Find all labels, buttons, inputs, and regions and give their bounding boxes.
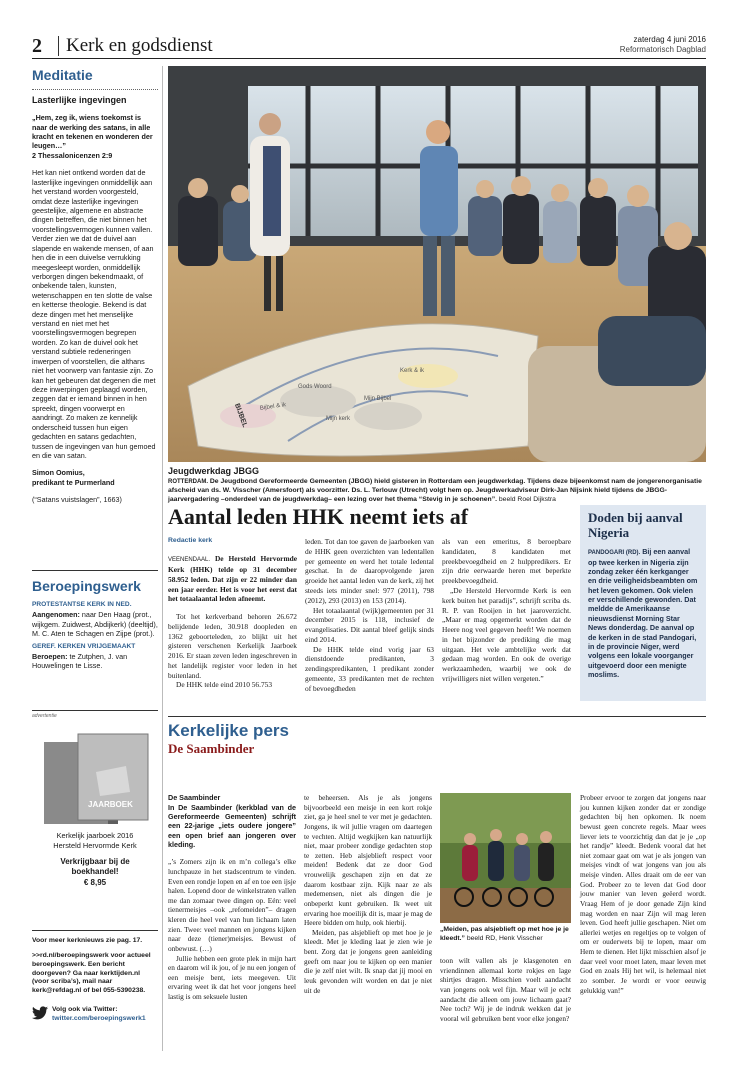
beroepingswerk-group1-text: naar Den Haag (prot., wijkgem. Zuidwest, Abdijkerk) (deeltijd), M. C. Aten te Schagen en Zijpe (prot.). bbox=[32, 610, 158, 638]
hhk-headline: Aantal leden HHK neemt iets af bbox=[168, 504, 469, 529]
ad-caption-2: Hersteld Hervormde Kerk bbox=[53, 840, 137, 850]
meditatie-title: Lasterlijke ingevingen bbox=[32, 95, 127, 106]
hhk-paragraph: Tot het kerkverband behoren 26.672 belijdende leden, 30.918 doopleden en 1362 geboorteleden, zo blijkt uit het gisteren verschenen Kerkelijk Jaarboek 2016. Er staan zeven leden ingeschreven in het landelijk register voor leden in het buitenland. bbox=[168, 612, 297, 680]
meditatie bbox=[32, 66, 158, 505]
hhk-lead bbox=[168, 554, 297, 604]
ad-book-image bbox=[38, 732, 152, 826]
beroepingswerk-group1 bbox=[32, 610, 158, 638]
ad-caption bbox=[32, 831, 158, 888]
beroepingswerk-group1-title: PROTESTANTSE KERK IN NED. bbox=[32, 601, 132, 609]
meditatie-author: Simon Oomius, bbox=[32, 468, 85, 478]
beroepingswerk-group2-label: Beroepen: bbox=[32, 651, 68, 661]
header-paper: Reformatorisch Dagblad bbox=[619, 45, 706, 54]
pers-photo-caption bbox=[440, 926, 571, 944]
caption-kicker: Jeugdwerkdag JBGG bbox=[168, 466, 260, 476]
section-title: Kerk en godsdienst bbox=[66, 35, 213, 56]
pers-col-2 bbox=[304, 793, 432, 995]
caption-text bbox=[168, 478, 706, 505]
header-rule bbox=[32, 58, 706, 59]
pers-col-4: Probeer ervoor te zorgen dat jongens naar jou kunnen kijken zonder dat er zondige gedachten bij hen opkomen. Ik noem bewust geen concrete regels. Maar wees liever iets te voorzichtig dan dat je je „op het randje” kleedt. Bedenk vooral dat het niet zomaar gaat om wat je als jongen van meisjes vindt of wat jongens van jou als meisje vinden. Alles draait om de eer van God. Probeer zo te leven dat God door jouw manier van leven geëerd wordt. Vraag Hem of je door genade Zijn kind mag worden en naar Zijn wil mag leren leven. God heeft jullie geschapen. Niet om allerlei wetjes en regeltjes op te volgen of om er ouderwets bij te lopen, maar om Hem te dienen. Het lijkt misschien alsof je daar veel voor moet laten, maar leven met God en zoals Hij het wil, is helemaal niet zo somber. Je wordt er voor eeuwig gelukkig van!” bbox=[580, 793, 706, 995]
divider bbox=[32, 89, 158, 90]
more-news-text[interactable]: >>rd.nl/beroepingswerk voor actueel beroepingswerk. Een bericht doorgeven? Ga naar kerktijden.nl (voor scriba’s), mail naar kerk@refdag.nl of bel 055-5390238. bbox=[32, 951, 151, 995]
cyclists-photo-illustration bbox=[440, 793, 571, 923]
mat-word: Mijn kerk bbox=[326, 416, 351, 422]
pers-paragraph: Jullie hebben een grote plek in mijn hart en daarom wil ik jou, of je nu een jongen of een meisje bent, iets meegeven. Uit ervaring weet ik dat het voor jongens heel lastig is om seksuele lusten bbox=[168, 953, 296, 1002]
hhk-byline: Redactie kerk bbox=[168, 537, 213, 545]
advertisement[interactable] bbox=[32, 710, 158, 926]
meditatie-quote-ref: 2 Thessalonicenzen 2:9 bbox=[32, 150, 113, 160]
nigeria-place: PANDOGARI (RD). bbox=[588, 549, 641, 556]
meditatie-source: (“Satans vuistslagen”, 1663) bbox=[32, 495, 122, 505]
hhk-col-1 bbox=[168, 537, 297, 693]
pers-paragraph: Meiden, pas alsjeblieft op met hoe je je kleedt. Met je kleding laat je zien wie je bent. Zorg dat je jongens geen aanleiding geeft om naar jou te kijken op een manier die je zelf niet wilt. Ik snap dat jij mooi en leuk gevonden wilt worden en dat je niet uit de bbox=[304, 927, 432, 995]
beroepingswerk-heading: Beroepingswerk bbox=[32, 578, 141, 594]
beroepingswerk-group1-label: Aangenomen: bbox=[32, 610, 80, 620]
photo-caption bbox=[168, 466, 706, 505]
nigeria-box bbox=[580, 505, 706, 701]
page-number: 2 bbox=[32, 35, 42, 57]
beroepingswerk-group2-text: te Zutphen, J. van Houwelingen te Lisse. bbox=[32, 651, 128, 671]
mat-word: Bijbel & ik bbox=[259, 402, 287, 412]
mat-word: Mijn Bijbel bbox=[364, 396, 392, 402]
book-icon bbox=[38, 732, 152, 826]
twitter-handle[interactable]: twitter.com/beroepingswerk1 bbox=[52, 1014, 146, 1022]
beroepingswerk-group2-title: GEREF. KERKEN VRIJGEMAAKT bbox=[32, 643, 136, 651]
nigeria-body bbox=[588, 547, 698, 679]
kerkelijke-pers bbox=[168, 722, 706, 756]
hhk-lead-text: De Hersteld Hervormde Kerk (HHK) telde op 31 december 58.952 leden. Dat zijn er 22 minder dan een jaar eerder. Het is voor het eerst dat het totaalaantal leden afneemt. bbox=[168, 554, 297, 604]
hhk-paragraph: Het totaalaantal (wijk)gemeenten per 31 december 2015 is 118, inclusief de evangelisaties. Dit aantal bleef gelijk sinds eind 2014. bbox=[305, 605, 434, 644]
divider bbox=[32, 570, 158, 571]
hhk-paragraph: „De Hersteld Hervormde Kerk is een kerk buiten het paradijs”, schrijft scriba ds. R. P. van Rooijen in het jaaroverzicht. „Maar er mag opgemerkt worden dat de Heere nog veel gegeven heeft! We noemen in het bijzonder de prediking die mag uitgaan. Het vele ambtelijke werk dat gedaan mag worden. En ook de overige werkzaamheden, waarbij we ook de vrijwilligers niet willen vergeten.” bbox=[442, 586, 571, 683]
mat-word: BIJBEL bbox=[233, 402, 249, 429]
header-divider bbox=[58, 36, 59, 56]
ad-label: advertentie bbox=[32, 713, 57, 719]
pers-source: De Saambinder bbox=[168, 740, 255, 756]
section-rule bbox=[168, 716, 706, 717]
ad-cta: Verkrijgbaar bij de boekhandel! bbox=[60, 856, 130, 877]
pers-photo-caption-text: „Meiden, pas alsjeblieft op met hoe je je kleedt.” bbox=[440, 926, 569, 942]
pers-intro-title: De Saambinder bbox=[168, 793, 221, 802]
hhk-col-3 bbox=[442, 537, 571, 693]
hhk-paragraph: De HHK telde eind 2010 56.753 bbox=[176, 680, 273, 690]
nigeria-headline: Doden bij aanval Nigeria bbox=[588, 510, 683, 540]
hhk-paragraph: De HHK telde eind vorig jaar 63 dienstdoende predikanten, 3 zendingspredikanten, 1 predikant zonder gemeente, 33 predikanten met de rechten of bevoegdheden bbox=[305, 644, 434, 693]
meditatie-body: Het kan niet ontkend worden dat de lasterlijke ingevingen onmiddellijk aan het verstand worden voorgesteld, omdat deze lasterlijke ingevingen geestelijke, algemene en abstracte dingen betreffen, die niet binnen het voorstellingsvermogen kunnen vallen. Verder zien we dat de duivel aan slapende en wakende mensen, of aan hen die in een duivelse verrukking meegesleept worden, onmiddellijk verborgen dingen bekendmaakt, of onbekende talen, kunsten, wetenschappen en ten slotte de valse en ketterse theologie. Bekend is dat deze dingen met het menselijke verstand en niet met het voorstellingsvermogen begrepen worden. Zo kan de duivel ook het verstand subtiele redeneringen inwerpen of voorstellen, die althans niet het voorwerp van fantasie zijn. Zo kan het gebeuren dat degenen die met deze inwerpingen geplaagd worden, zeggen dat er iemand binnen in hen spreekt, dingen voorwerpt en aandringt. Zo maken ze kennelijk onderscheid tussen hun eigen gedachten en satans gedachten, tussen de ingevingen van hun gemoed en die van satan. bbox=[32, 168, 156, 460]
hhk-article bbox=[168, 505, 573, 693]
pers-paragraph: „’s Zomers zijn ik en m’n collega’s elke lunchpauze in het stadscentrum te vinden. Even een rondje lopen en af en toe een ijsje halen. Lopend door de winkelstraten vallen me dan zomaar twee dingen op. Eén: veel tienermeisjes –ook „refomeiden”– dragen kleren die heel veel van hun lichaam laten zien. Twee: veel mannen en jongens kijken naar deze (tiener)meisjes. Bewust of onbewust. (…) bbox=[168, 857, 296, 953]
pers-photo bbox=[440, 793, 571, 923]
mat-word: Kerk & ik bbox=[400, 368, 425, 374]
meeting-photo-illustration bbox=[168, 66, 706, 462]
meditatie-heading: Meditatie bbox=[32, 67, 93, 83]
hhk-paragraph: leden. Tot dan toe gaven de jaarboeken van de HHK geen overzichten van ledentallen per gemeente en werd het totale ledental geschat. In de daaropvolgende jaren groeide het aantal leden van de kerk, zij het steeds iets minder snel: 977 (2011), 798 (2012), 293 (2013) en 153 (2014). bbox=[305, 537, 434, 605]
twitter-text bbox=[52, 1006, 146, 1024]
twitter-label: Volg ook via Twitter: bbox=[52, 1006, 118, 1014]
pers-col-3: toon wilt vallen als je klasgenoten en vriendinnen allemaal korte rokjes en lage shirtjes dragen. Misschien voelt aandacht van jongens ook wel fijn. Maar wil je echt aandacht die alleen om jouw lichaam gaat? Nee toch? Wij je de indruk wekken dat je vooral wil gebruiken bent voor elke jongen? bbox=[440, 956, 571, 1023]
divider bbox=[32, 710, 158, 711]
left-column-rule bbox=[162, 66, 163, 1051]
hhk-place: VEENENDAAL. bbox=[168, 557, 211, 564]
pers-paragraph: te beheersen. Als je als jongens bijvoorbeeld een meisje in een kort rokje ziet, ga je heel snel te ver met je gedachten. Jongens, ik wil jullie vragen om daartegen te vechten. Altijd wegkijken kan natuurlijk niet, maar probeer zondige gedachten stop te zetten. Heb alsjeblieft respect voor meiden! Bedenk dat ze door God vrouwelijk geschapen zijn en dat ze daarom kostbaar zijn. Kijk naar ze als medemensen, niet als dingen die je onbeperkt kunt gebruiken. Ik weet uit ervaring hoe moeilijk dit is, maar je mag de Heere bidden om hulp, ook hierbij. bbox=[304, 793, 432, 928]
page-header bbox=[0, 0, 738, 60]
meditatie-author-role: predikant te Purmerland bbox=[32, 477, 115, 487]
meditatie-quote: „Hem, zeg ik, wiens toekomst is naar de werking des satans, in alle kracht en tekenen en wonderen der leugen…” bbox=[32, 113, 153, 151]
more-news bbox=[32, 930, 158, 1024]
ad-caption-1: Kerkelijk jaarboek 2016 bbox=[56, 831, 134, 840]
twitter-icon bbox=[32, 1006, 48, 1020]
caption-body: De Jeugdbond Gereformeerde Gemeenten (JBGG) hield gisteren in Rotterdam een jeugdwerkdag. Tijdens deze bijeenkomst nam de jongerenorganisatie afscheid van ds. W. Visscher (Amersfoort) als voorzitter. Ds. L. Terlouw (Utrecht) volgt hem op. Jeugdwerkadviseur Dirk-Jan Nijsink hield tijdens de JBGG-jaarvergadering –onderdeel van de jeugdwerkdag– een lezing over het thema “Stevig in je schoenen”. bbox=[168, 477, 702, 503]
hhk-col-2 bbox=[305, 537, 434, 693]
caption-place: ROTTERDAM. bbox=[168, 478, 208, 485]
header-date: zaterdag 4 juni 2016 bbox=[633, 35, 706, 44]
pers-intro: In De Saambinder (kerkblad van de Gereformeerde Gemeenten) schrijft een 22-jarige „iets oudere jongere” een open brief aan jongeren over kleding. bbox=[168, 802, 296, 849]
pers-photo-credit: beeld RD, Henk Visscher bbox=[466, 934, 543, 942]
divider bbox=[32, 930, 158, 931]
pers-heading: Kerkelijke pers bbox=[168, 721, 289, 740]
caption-credit: beeld Roel Dijkstra bbox=[498, 495, 556, 503]
ad-book-title: JAARBOEK bbox=[88, 800, 133, 809]
more-news-line: Voor meer kerknieuws zie pag. 17. bbox=[32, 937, 143, 944]
ad-price: € 8,95 bbox=[83, 877, 107, 887]
beroepingswerk bbox=[32, 570, 158, 671]
main-photo bbox=[168, 66, 706, 462]
mat-word: Gods Woord bbox=[298, 384, 332, 390]
pers-col-1 bbox=[168, 793, 296, 1002]
beroepingswerk-group2 bbox=[32, 652, 158, 671]
nigeria-text: Bij een aanval op twee kerken in Nigeria zijn zondag zeker één kerkganger en drie veiligheidsbeambten om het leven gekomen. Ook vielen er verschillende gewonden. Dat meldde de Amerikaanse nieuwsdienst Morning Star News donderdag. De aanval op de kerken in de stad Pandogari, in de provincie Niger, werd volgens een lokale voorganger uitgevoerd door een menigte moslims. bbox=[588, 546, 698, 679]
twitter-block[interactable] bbox=[32, 1006, 158, 1024]
hhk-paragraph: als van een emeritus, 8 beroepbare kandidaten, 8 kandidaten met preekbevoegdheid en 2 hulppredikers. Er zijn drie eerwaarde heren met beperkte preekbevoegdheid. bbox=[442, 537, 571, 586]
